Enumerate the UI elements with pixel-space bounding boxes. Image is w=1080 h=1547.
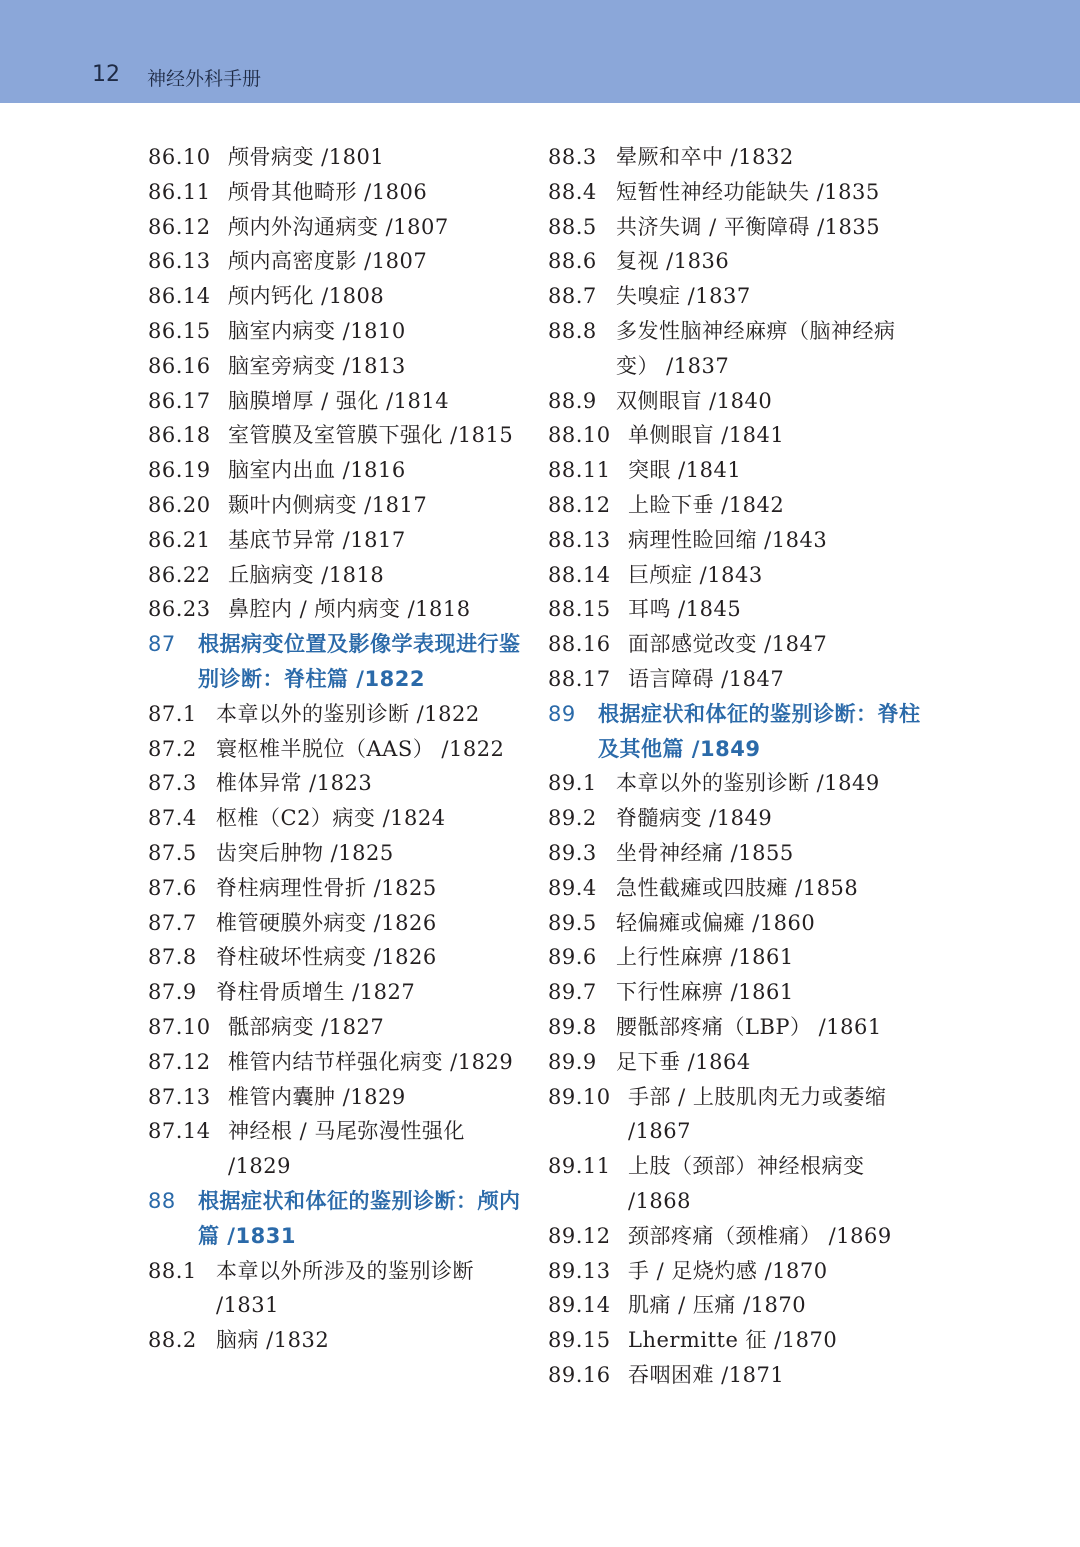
toc-number: 86.14	[148, 284, 211, 309]
toc-entry[interactable]	[548, 558, 928, 593]
toc-entry[interactable]	[148, 697, 528, 732]
toc-entry[interactable]	[548, 871, 928, 906]
toc-number: 86.11	[148, 179, 211, 204]
toc-entry[interactable]	[148, 314, 528, 349]
toc-title: 吞咽困难 /1871	[628, 1362, 785, 1387]
toc-title: 室管膜及室管膜下强化 /1815	[228, 423, 514, 448]
toc-entry[interactable]	[548, 1045, 928, 1080]
toc-entry[interactable]	[548, 244, 928, 279]
toc-title: 上行性麻痹 /1861	[616, 945, 794, 970]
toc-title: 脊柱病理性骨折 /1825	[216, 875, 437, 900]
toc-number: 89.5	[548, 910, 597, 935]
toc-number: 88.15	[548, 597, 611, 622]
toc-number: 87.10	[148, 1014, 211, 1039]
toc-number: 88.13	[548, 527, 611, 552]
toc-title: 丘脑病变 /1818	[228, 562, 385, 587]
toc-title: 共济失调 / 平衡障碍 /1835	[616, 214, 881, 239]
toc-title: 根据症状和体征的鉴别诊断：颅内篇 /1831	[198, 1188, 521, 1248]
toc-entry[interactable]	[548, 975, 928, 1010]
toc-entry[interactable]	[148, 175, 528, 210]
toc-title: 面部感觉改变 /1847	[628, 632, 828, 657]
toc-number: 86.10	[148, 145, 211, 169]
toc-number: 86.22	[148, 562, 211, 587]
toc-entry[interactable]	[148, 1254, 528, 1324]
toc-number: 89.10	[548, 1084, 611, 1109]
toc-number: 87.2	[148, 736, 197, 761]
toc-chapter-heading[interactable]	[148, 627, 528, 697]
toc-title: 病理性睑回缩 /1843	[628, 527, 828, 552]
toc-title: 基底节异常 /1817	[228, 527, 406, 552]
toc-entry[interactable]	[548, 940, 928, 975]
toc-title: 多发性脑神经麻痹（脑神经病变） /1837	[616, 318, 896, 378]
toc-title: 根据病变位置及影像学表现进行鉴别诊断：脊柱篇 /1822	[198, 632, 521, 691]
toc-number: 89.2	[548, 806, 597, 831]
toc-title: 下行性麻痹 /1861	[616, 980, 794, 1005]
toc-title: 椎体异常 /1823	[216, 771, 373, 796]
toc-entry[interactable]	[548, 279, 928, 314]
toc-entry[interactable]	[548, 1323, 928, 1358]
toc-entry[interactable]	[148, 836, 528, 871]
toc-entry[interactable]	[148, 140, 528, 175]
toc-entry[interactable]	[548, 1010, 928, 1045]
toc-chapter-heading[interactable]	[148, 1184, 528, 1254]
toc-title: 手 / 足烧灼感 /1870	[628, 1258, 828, 1283]
toc-entry[interactable]	[548, 418, 928, 453]
toc-number: 87.6	[148, 875, 197, 900]
toc-number: 89.12	[548, 1223, 611, 1248]
toc-number: 88.14	[548, 562, 611, 587]
toc-title: 本章以外所涉及的鉴别诊断 /1831	[216, 1258, 474, 1318]
toc-title: 语言障碍 /1847	[628, 666, 785, 691]
toc-number: 88.6	[548, 249, 597, 274]
toc-number: 88.2	[148, 1328, 197, 1353]
toc-number: 87.9	[148, 980, 197, 1005]
toc-number: 88.5	[548, 214, 597, 239]
toc-number: 87.13	[148, 1084, 211, 1109]
toc-title: 骶部病变 /1827	[228, 1014, 385, 1039]
toc-title: 枢椎（C2）病变 /1824	[216, 806, 446, 831]
toc-number: 88.4	[548, 179, 597, 204]
toc-title: 复视 /1836	[616, 249, 730, 274]
page-header	[0, 0, 1080, 103]
toc-title: 椎管硬膜外病变 /1826	[216, 910, 437, 935]
toc-title: 脊髓病变 /1849	[616, 806, 773, 831]
toc-entry[interactable]	[148, 871, 528, 906]
toc-title: Lhermitte 征 /1870	[628, 1328, 838, 1353]
toc-number: 88.1	[148, 1258, 197, 1283]
toc-number: 86.16	[148, 353, 211, 378]
toc-title: 短暂性神经功能缺失 /1835	[616, 179, 880, 204]
toc-title: 坐骨神经痛 /1855	[616, 840, 794, 865]
toc-entry[interactable]	[548, 801, 928, 836]
toc-title: 本章以外的鉴别诊断 /1822	[216, 701, 480, 726]
toc-entry[interactable]	[148, 766, 528, 801]
toc-number: 87.3	[148, 771, 197, 796]
toc-entry[interactable]	[548, 1080, 928, 1150]
toc-number: 87.8	[148, 945, 197, 970]
toc-number: 87.12	[148, 1049, 211, 1074]
toc-entry[interactable]	[148, 453, 528, 488]
toc-entry[interactable]	[548, 1288, 928, 1323]
toc-entry[interactable]	[148, 279, 528, 314]
toc-entry[interactable]	[548, 662, 928, 697]
toc-title: 神经根 / 马尾弥漫性强化 /1829	[228, 1119, 465, 1179]
toc-title: 脑膜增厚 / 强化 /1814	[228, 388, 450, 413]
toc-title: 颞叶内侧病变 /1817	[228, 492, 428, 517]
toc-entry[interactable]	[148, 906, 528, 941]
page-number: 12	[92, 62, 120, 87]
toc-entry[interactable]	[148, 975, 528, 1010]
toc-number: 88.9	[548, 388, 597, 413]
toc-entry[interactable]	[148, 1114, 528, 1184]
toc-title: 齿突后肿物 /1825	[216, 840, 394, 865]
toc-title: 颈部疼痛（颈椎痛） /1869	[628, 1223, 892, 1248]
toc-number: 88.10	[548, 423, 611, 448]
toc-number: 89	[548, 701, 576, 726]
toc-title: 突眼 /1841	[628, 458, 742, 483]
toc-entry[interactable]	[548, 592, 928, 627]
toc-title: 根据症状和体征的鉴别诊断：脊柱及其他篇 /1849	[598, 701, 921, 761]
toc-title: 颅内高密度影 /1807	[228, 249, 428, 274]
toc-entry[interactable]	[148, 210, 528, 245]
toc-entry[interactable]	[148, 1045, 528, 1080]
toc-number: 88	[148, 1188, 176, 1213]
toc-number: 86.15	[148, 318, 211, 343]
toc-entry[interactable]	[548, 488, 928, 523]
toc-left-column	[148, 140, 528, 1358]
toc-number: 89.13	[548, 1258, 611, 1283]
toc-number: 89.8	[548, 1014, 597, 1039]
toc-title: 颅骨其他畸形 /1806	[228, 179, 428, 204]
toc-entry[interactable]	[548, 210, 928, 245]
toc-entry[interactable]	[148, 384, 528, 419]
toc-title: 手部 / 上肢肌肉无力或萎缩 /1867	[628, 1084, 887, 1144]
toc-number: 87	[148, 632, 176, 657]
toc-title: 脊柱骨质增生 /1827	[216, 980, 416, 1005]
toc-title: 急性截瘫或四肢瘫 /1858	[616, 875, 859, 900]
toc-number: 88.7	[548, 284, 597, 309]
toc-entry[interactable]	[148, 244, 528, 279]
toc-title: 上肢（颈部）神经根病变 /1868	[628, 1154, 865, 1213]
toc-number: 87.4	[148, 806, 197, 831]
toc-entry[interactable]	[148, 349, 528, 384]
toc-number: 89.6	[548, 945, 597, 970]
toc-number: 86.23	[148, 597, 211, 622]
toc-entry[interactable]	[148, 801, 528, 836]
toc-number: 88.8	[548, 318, 597, 343]
toc-title: 肌痛 / 压痛 /1870	[628, 1293, 807, 1318]
toc-entry[interactable]	[548, 140, 928, 175]
toc-number: 86.18	[148, 423, 211, 448]
toc-number: 88.3	[548, 145, 597, 169]
toc-entry[interactable]	[148, 940, 528, 975]
toc-entry[interactable]	[148, 1010, 528, 1045]
toc-entry[interactable]	[548, 766, 928, 801]
toc-number: 86.19	[148, 458, 211, 483]
toc-entry[interactable]	[148, 732, 528, 767]
toc-title: 鼻腔内 / 颅内病变 /1818	[228, 597, 471, 622]
toc-number: 89.14	[548, 1293, 611, 1318]
toc-number: 88.11	[548, 458, 611, 483]
toc-number: 89.15	[548, 1328, 611, 1353]
toc-entry[interactable]	[548, 906, 928, 941]
toc-number: 88.16	[548, 632, 611, 657]
toc-entry[interactable]	[548, 453, 928, 488]
toc-title: 脊柱破坏性病变 /1826	[216, 945, 437, 970]
toc-number: 87.1	[148, 701, 197, 726]
toc-title: 颅内外沟通病变 /1807	[228, 214, 449, 239]
toc-title: 巨颅症 /1843	[628, 562, 763, 587]
toc-title: 耳鸣 /1845	[628, 597, 742, 622]
toc-entry[interactable]	[548, 1149, 928, 1219]
toc-number: 86.12	[148, 214, 211, 239]
toc-title: 脑室内出血 /1816	[228, 458, 406, 483]
toc-title: 脑病 /1832	[216, 1328, 330, 1353]
toc-title: 轻偏瘫或偏瘫 /1860	[616, 910, 816, 935]
toc-entry[interactable]	[548, 384, 928, 419]
toc-entry[interactable]	[148, 523, 528, 558]
toc-chapter-heading[interactable]	[548, 697, 928, 767]
toc-entry[interactable]	[548, 1219, 928, 1254]
toc-number: 86.20	[148, 492, 211, 517]
toc-number: 87.14	[148, 1119, 211, 1144]
toc-number: 86.17	[148, 388, 211, 413]
toc-entry[interactable]	[548, 175, 928, 210]
toc-title: 腰骶部疼痛（LBP） /1861	[616, 1014, 882, 1039]
toc-title: 失嗅症 /1837	[616, 284, 751, 309]
toc-number: 89.11	[548, 1154, 611, 1179]
toc-title: 脑室旁病变 /1813	[228, 353, 406, 378]
toc-title: 上睑下垂 /1842	[628, 492, 785, 517]
toc-title: 单侧眼盲 /1841	[628, 423, 785, 448]
toc-title: 颅内钙化 /1808	[228, 284, 385, 309]
toc-entry[interactable]	[148, 592, 528, 627]
toc-entry[interactable]	[548, 523, 928, 558]
toc-title: 椎管内结节样强化病变 /1829	[228, 1049, 514, 1074]
toc-number: 87.7	[148, 910, 197, 935]
toc-title: 寰枢椎半脱位（AAS） /1822	[216, 736, 505, 761]
toc-number: 89.3	[548, 840, 597, 865]
toc-number: 88.12	[548, 492, 611, 517]
toc-title: 椎管内囊肿 /1829	[228, 1084, 406, 1109]
toc-entry[interactable]	[148, 1323, 528, 1358]
toc-number: 89.4	[548, 875, 597, 900]
toc-title: 颅骨病变 /1801	[228, 145, 385, 169]
toc-right-column	[548, 140, 928, 1393]
toc-number: 88.17	[548, 666, 611, 691]
toc-entry[interactable]	[548, 627, 928, 662]
toc-entry[interactable]	[548, 836, 928, 871]
toc-entry[interactable]	[148, 558, 528, 593]
toc-number: 89.7	[548, 980, 597, 1005]
toc-title: 晕厥和卒中 /1832	[616, 145, 794, 169]
toc-entry[interactable]	[548, 1254, 928, 1289]
book-title: 神经外科手册	[147, 68, 262, 90]
toc-title: 双侧眼盲 /1840	[616, 388, 773, 413]
toc-entry[interactable]	[148, 1080, 528, 1115]
toc-entry[interactable]	[148, 418, 528, 453]
toc-entry[interactable]	[148, 488, 528, 523]
toc-number: 86.21	[148, 527, 211, 552]
toc-number: 89.1	[548, 771, 597, 796]
toc-entry[interactable]	[548, 1358, 928, 1393]
toc-title: 脑室内病变 /1810	[228, 318, 406, 343]
toc-number: 89.16	[548, 1362, 611, 1387]
toc-entry[interactable]	[548, 314, 928, 384]
toc-number: 86.13	[148, 249, 211, 274]
toc-title: 足下垂 /1864	[616, 1049, 751, 1074]
toc-number: 89.9	[548, 1049, 597, 1074]
toc-title: 本章以外的鉴别诊断 /1849	[616, 771, 880, 796]
toc-number: 87.5	[148, 840, 197, 865]
